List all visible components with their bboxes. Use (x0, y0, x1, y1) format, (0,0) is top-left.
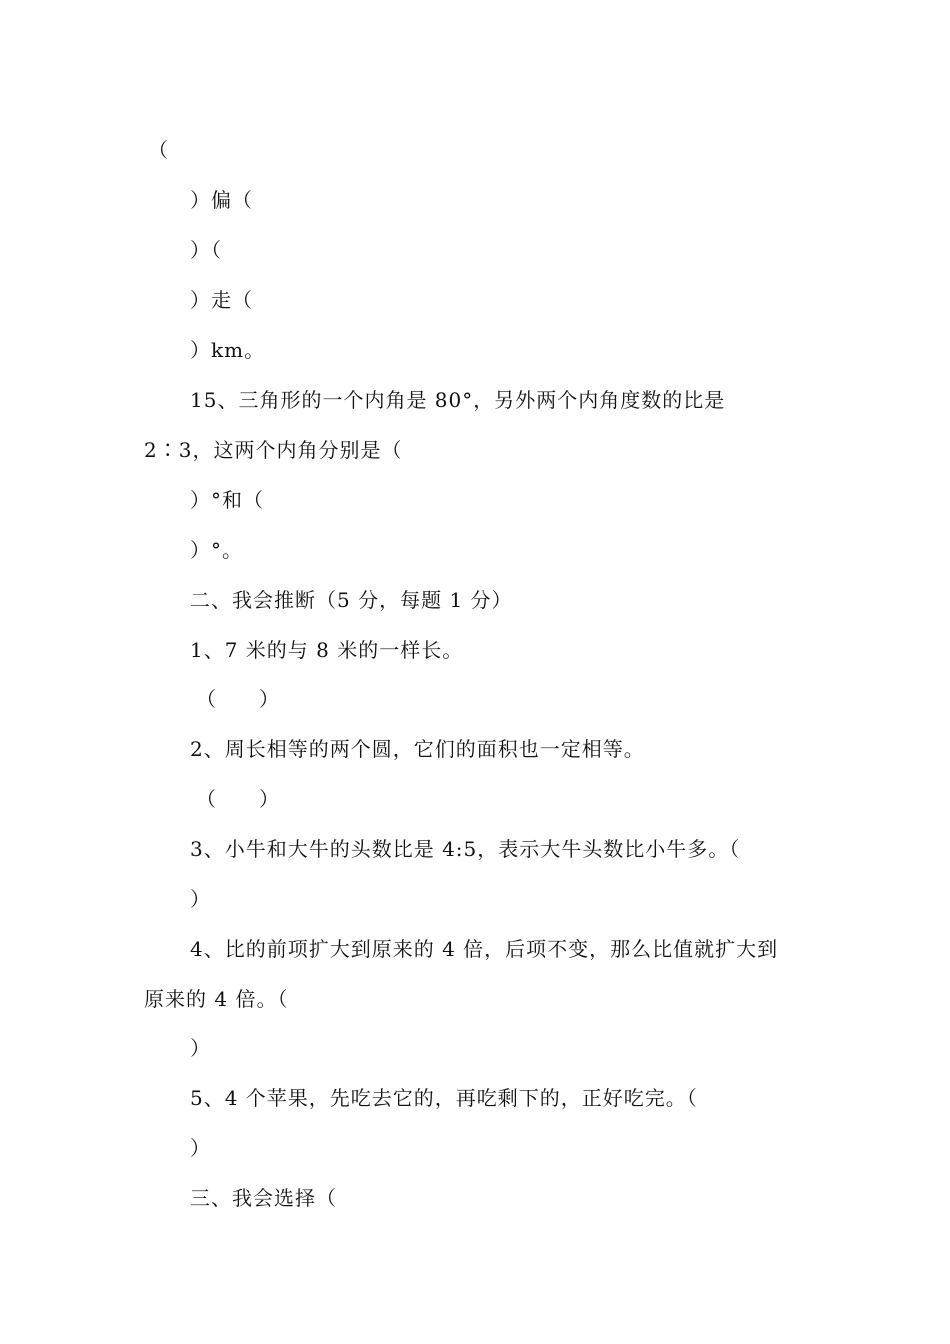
text-line: ）km。 (190, 338, 266, 362)
answer-parentheses: （ ） (196, 687, 280, 711)
judge-question-4-line-2: 原来的 4 倍。（ (144, 987, 289, 1011)
text-line: ）°。 (190, 538, 243, 562)
question-15-line-2: 2∶3，这两个内角分别是（ (144, 438, 403, 462)
judge-question-1: 1、7 米的与 8 米的一样长。 (190, 638, 464, 662)
text-line: （ (148, 138, 169, 162)
text-line: ）°和（ (190, 488, 264, 512)
text-line: ） (190, 887, 211, 911)
text-line: ）偏（ (190, 188, 253, 212)
judge-question-4-line-1: 4、比的前项扩大到原来的 4 倍，后项不变，那么比值就扩大到 (190, 937, 779, 961)
answer-parentheses: （ ） (196, 787, 280, 811)
section-heading-2: 二、我会推断（5 分，每题 1 分） (190, 588, 513, 612)
text-line: ） (190, 1036, 211, 1060)
judge-question-3: 3、小牛和大牛的头数比是 4:5，表示大牛头数比小牛多。（ (190, 837, 741, 861)
section-heading-3: 三、我会选择（ (190, 1186, 337, 1210)
text-line: ） (190, 1136, 211, 1160)
question-15-line-1: 15、三角形的一个内角是 80°，另外两个内角度数的比是 (190, 388, 726, 412)
text-line: ）（ (190, 238, 222, 262)
judge-question-5: 5、4 个苹果，先吃去它的，再吃剩下的，正好吃完。（ (190, 1086, 698, 1110)
text-line: ）走（ (190, 288, 253, 312)
judge-question-2: 2、周长相等的两个圆，它们的面积也一定相等。 (190, 737, 645, 761)
